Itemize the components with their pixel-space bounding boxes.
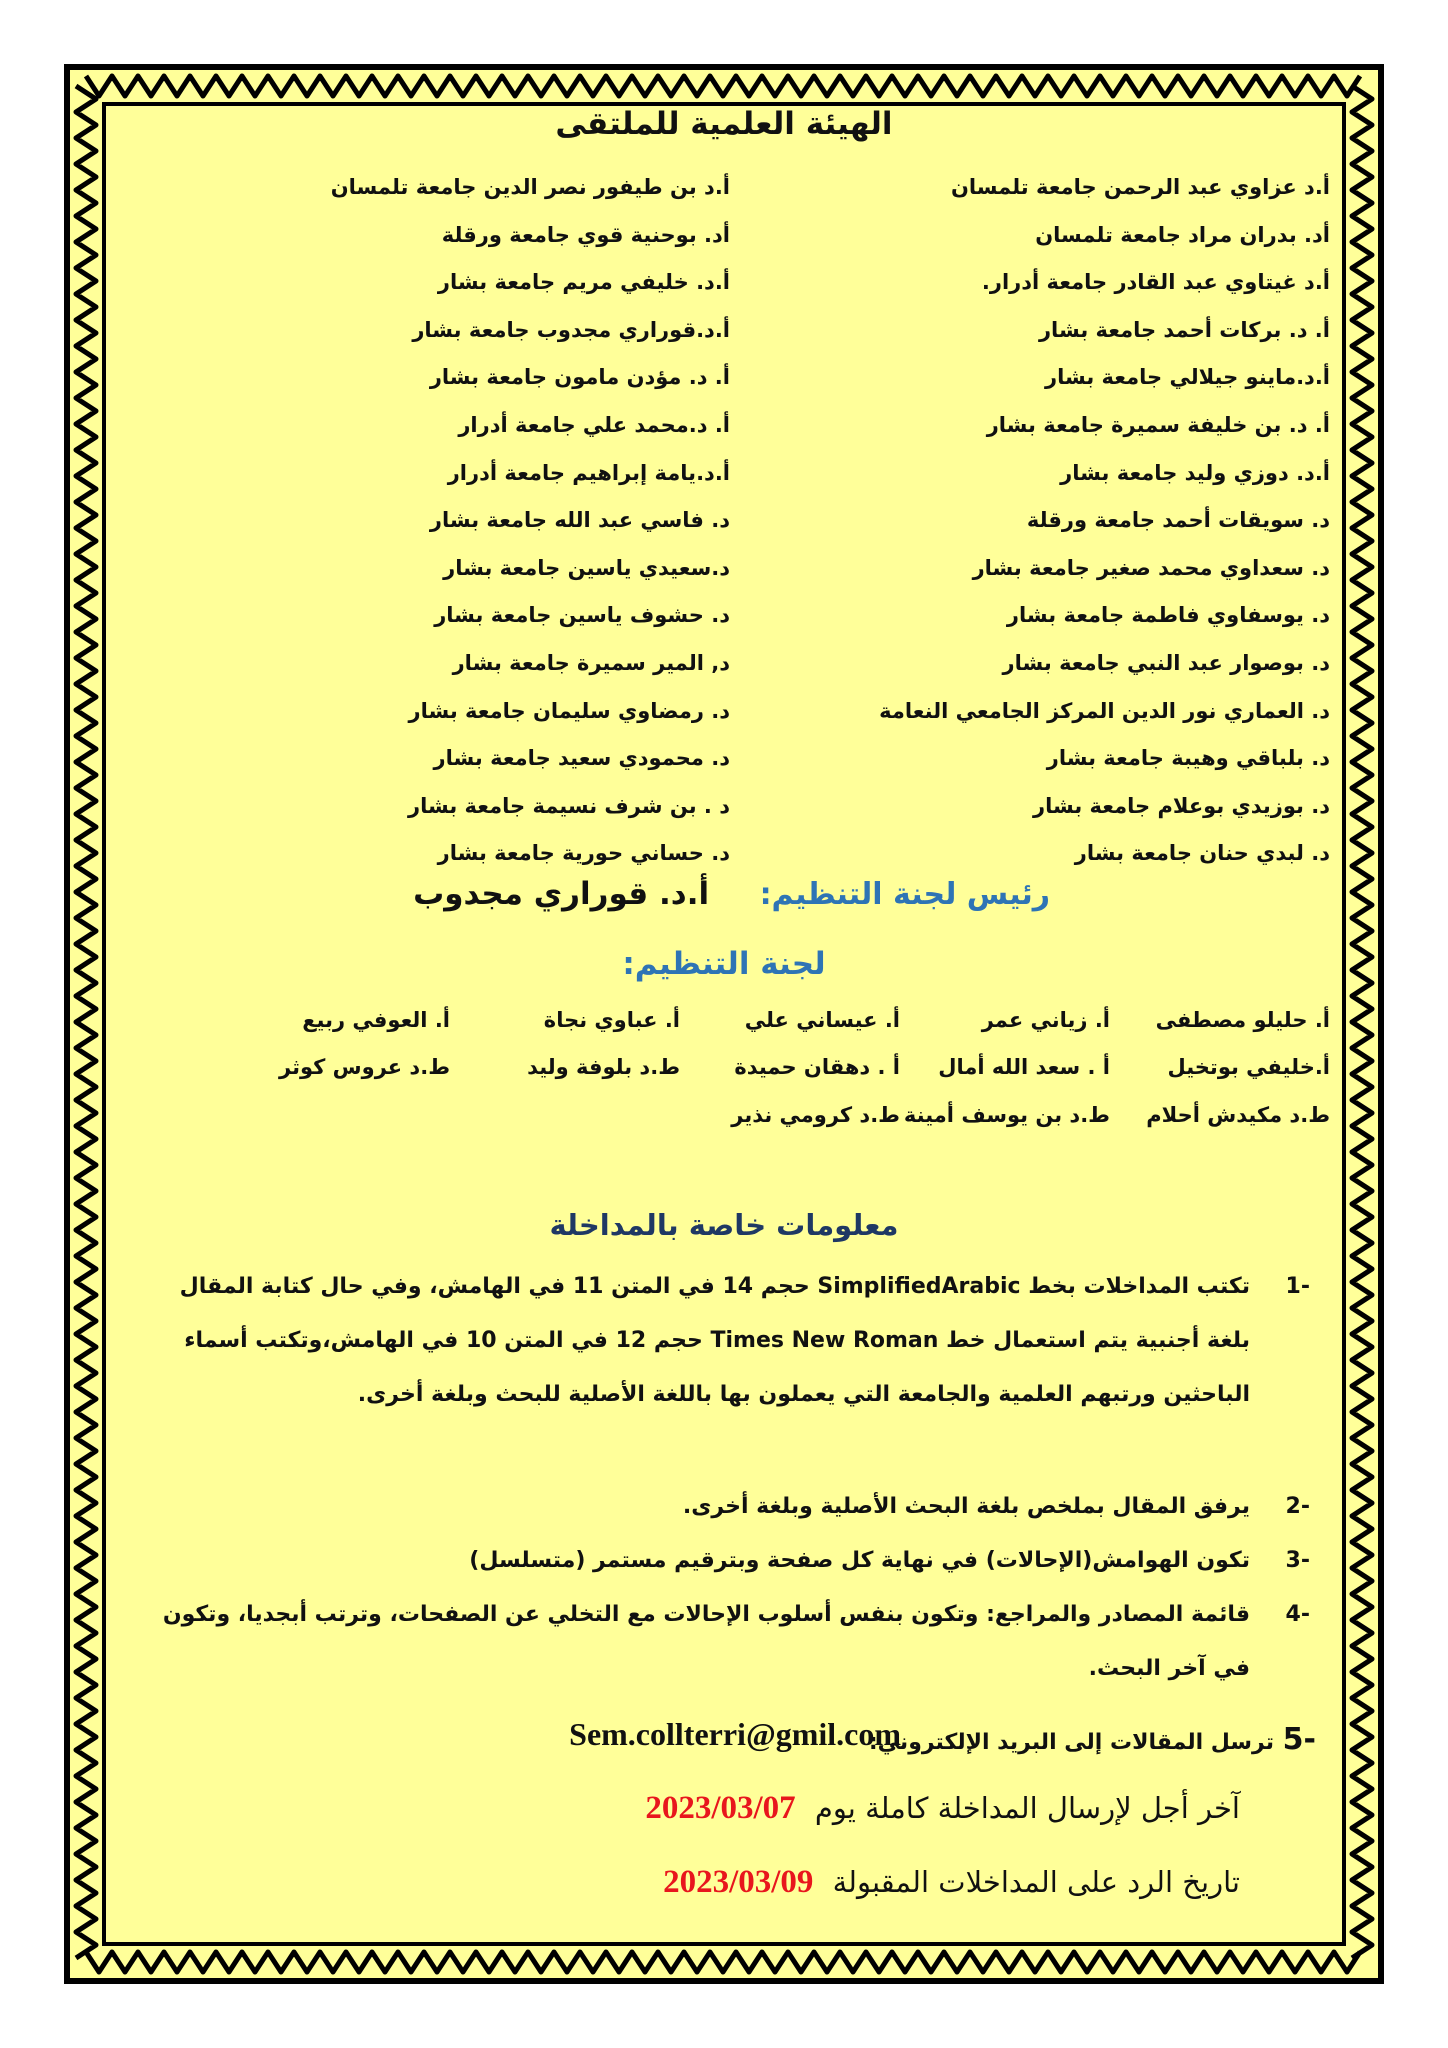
organizer-name: أ. زياني عمر — [981, 1008, 1110, 1032]
organizer-name: أ.خليفي بوتخيل — [1167, 1055, 1330, 1079]
scientific-committee-title: الهيئة العلمية للملتقى — [555, 106, 893, 142]
info-item-number: -1 — [1285, 1274, 1310, 1299]
committee-member: د. فاسي عبد الله جامعة بشار — [429, 508, 730, 533]
info-item-number: -4 — [1285, 1602, 1310, 1627]
committee-member: د. محمودي سعيد جامعة بشار — [433, 746, 730, 771]
info-item-text: قائمة المصادر والمراجع: وتكون بنفس أسلوب الإحالات مع التخلي عن الصفحات، وترتب أبجديا، وتكون في آخر البحث. — [162, 1602, 1250, 1681]
organizing-row-1 — [118, 1008, 1330, 1052]
organizing-row-3 — [118, 1103, 1330, 1147]
committee-member: أ.د.قوراري مجدوب جامعة بشار — [412, 317, 730, 342]
email-address[interactable]: Sem.collterri@gmil.com — [569, 1716, 901, 1752]
info-item-number: -2 — [1285, 1494, 1310, 1519]
committee-member: د. العماري نور الدين المركز الجامعي النعامة — [879, 698, 1330, 723]
committee-member: د. سعداوي محمد صغير جامعة بشار — [972, 555, 1330, 580]
committee-member: د. بلباقي وهيبة جامعة بشار — [1046, 746, 1330, 771]
info-item-2 — [160, 1480, 1310, 1534]
committee-member: د.سعيدي ياسين جامعة بشار — [443, 555, 730, 580]
committee-member: د. رمضاوي سليمان جامعة بشار — [408, 698, 730, 723]
committee-member: أ. د. مؤدن مامون جامعة بشار — [429, 365, 730, 390]
organizer-name: أ. حليلو مصطفى — [1155, 1008, 1330, 1032]
committee-member: د. حساني حورية جامعة بشار — [437, 841, 730, 866]
organizing-committee-label: لجنة التنظيم: — [622, 946, 826, 982]
organizer-name: أ. عباوي نجاة — [543, 1008, 680, 1032]
organizer-name: ط.د بن يوسف أمينة — [903, 1103, 1110, 1127]
organizer-name: أ. العوفي ربيع — [302, 1008, 450, 1032]
info-item-1 — [160, 1260, 1310, 1422]
email-row — [136, 1716, 1316, 1776]
committee-member: أ.د. دوزي وليد جامعة بشار — [1060, 460, 1330, 485]
info-title: معلومات خاصة بالمداخلة — [549, 1208, 899, 1242]
info-item-text: يرفق المقال بملخص بلغة البحث الأصلية وبلغة أخرى. — [682, 1494, 1250, 1519]
organizer-name: ط.د مكيدش أحلام — [1146, 1103, 1330, 1127]
committee-member: د . بن شرف نسيمة جامعة بشار — [408, 793, 730, 818]
committee-member: أ.د.يامة إبراهيم جامعة أدرار — [447, 460, 730, 485]
committee-member: د. بوصوار عبد النبي جامعة بشار — [1002, 650, 1330, 675]
committee-member: د. لبدي حنان جامعة بشار — [1074, 841, 1330, 866]
committee-member: أ.د.ماينو جيلالي جامعة بشار — [1045, 365, 1330, 390]
committee-member: أ. د. بن خليفة سميرة جامعة بشار — [986, 412, 1330, 437]
info-item-4 — [160, 1588, 1310, 1696]
organizing-chief-name: أ.د. قوراري مجدوب — [413, 876, 710, 912]
info-item-3 — [160, 1534, 1310, 1588]
info-item-number: -5 — [1282, 1722, 1316, 1757]
deadline-date: 2023/03/07 — [645, 1790, 796, 1826]
info-item-text: تكون الهوامش(الإحالات) في نهاية كل صفحة وبترقيم مستمر (متسلسل) — [469, 1548, 1250, 1573]
organizer-name: ط.د بلوفة وليد — [527, 1055, 680, 1079]
reply-deadline — [663, 1864, 1240, 1901]
submission-deadline — [645, 1790, 1240, 1827]
organizing-chief — [413, 876, 1050, 912]
committee-right-column — [730, 164, 1330, 878]
organizing-row-2 — [118, 1055, 1330, 1099]
reply-label: تاريخ الرد على المداخلات المقبولة — [832, 1865, 1240, 1899]
organizer-name: أ . دهقان حميدة — [734, 1055, 900, 1079]
committee-member: د. حشوف ياسين جامعة بشار — [434, 603, 730, 628]
deadline-label: آخر أجل لإرسال المداخلة كاملة يوم — [814, 1791, 1240, 1825]
organizer-name: ط.د عروس كوثر — [279, 1055, 450, 1079]
committee-member: أد. بدران مراد جامعة تلمسان — [1035, 222, 1330, 247]
committee-member: أ.د عزاوي عبد الرحمن جامعة تلمسان — [950, 175, 1330, 199]
reply-date: 2023/03/09 — [663, 1864, 814, 1900]
email-label: ترسل المقالات إلى البريد الإلكتروني: — [868, 1730, 1274, 1755]
page-content — [118, 100, 1330, 1940]
font-name-times: Times New Roman — [710, 1328, 939, 1353]
committee-member: أ.د. خليفي مريم جامعة بشار — [437, 270, 730, 295]
committee-member: د. بوزيدي بوعلام جامعة بشار — [1033, 793, 1330, 818]
organizer-name: أ . سعد الله أمال — [938, 1055, 1110, 1079]
committee-member: د. يوسفاوي فاطمة جامعة بشار — [1006, 603, 1330, 628]
organizing-chief-label: رئيس لجنة التنظيم: — [759, 877, 1050, 912]
committee-member: د. سويقات أحمد جامعة ورقلة — [1026, 508, 1330, 533]
info-item-text: تكتب المداخلات بخط SimplifiedArabic حجم 14 في المتن 11 في الهامش، وفي حال كتابة المقال بلغة أجنبية يتم استعمال خط Times New Roman حجم 12 في المتن 10 في الهامش،وتكتب أسماء الباحثين ورتبهم العلمية والجامعة التي يعملون بها باللغة الأصلية للبحث وبلغة أخرى. — [179, 1274, 1250, 1407]
organizer-name: ط.د كرومي نذير — [731, 1103, 900, 1127]
committee-member: أ.د غيتاوي عبد القادر جامعة أدرار. — [981, 270, 1330, 295]
organizer-name: أ. عيساني علي — [744, 1008, 900, 1032]
committee-member: أ. د.محمد علي جامعة أدرار — [458, 412, 730, 437]
font-name-simplified-arabic: SimplifiedArabic — [817, 1274, 1021, 1299]
committee-member: أ.د بن طيفور نصر الدين جامعة تلمسان — [330, 175, 730, 199]
committee-left-column — [130, 164, 730, 878]
committee-member: أد. بوحنية قوي جامعة ورقلة — [441, 222, 730, 247]
info-item-number: -3 — [1285, 1548, 1310, 1573]
committee-member: د, المير سميرة جامعة بشار — [452, 650, 730, 675]
committee-member: أ. د. بركات أحمد جامعة بشار — [1038, 317, 1330, 342]
